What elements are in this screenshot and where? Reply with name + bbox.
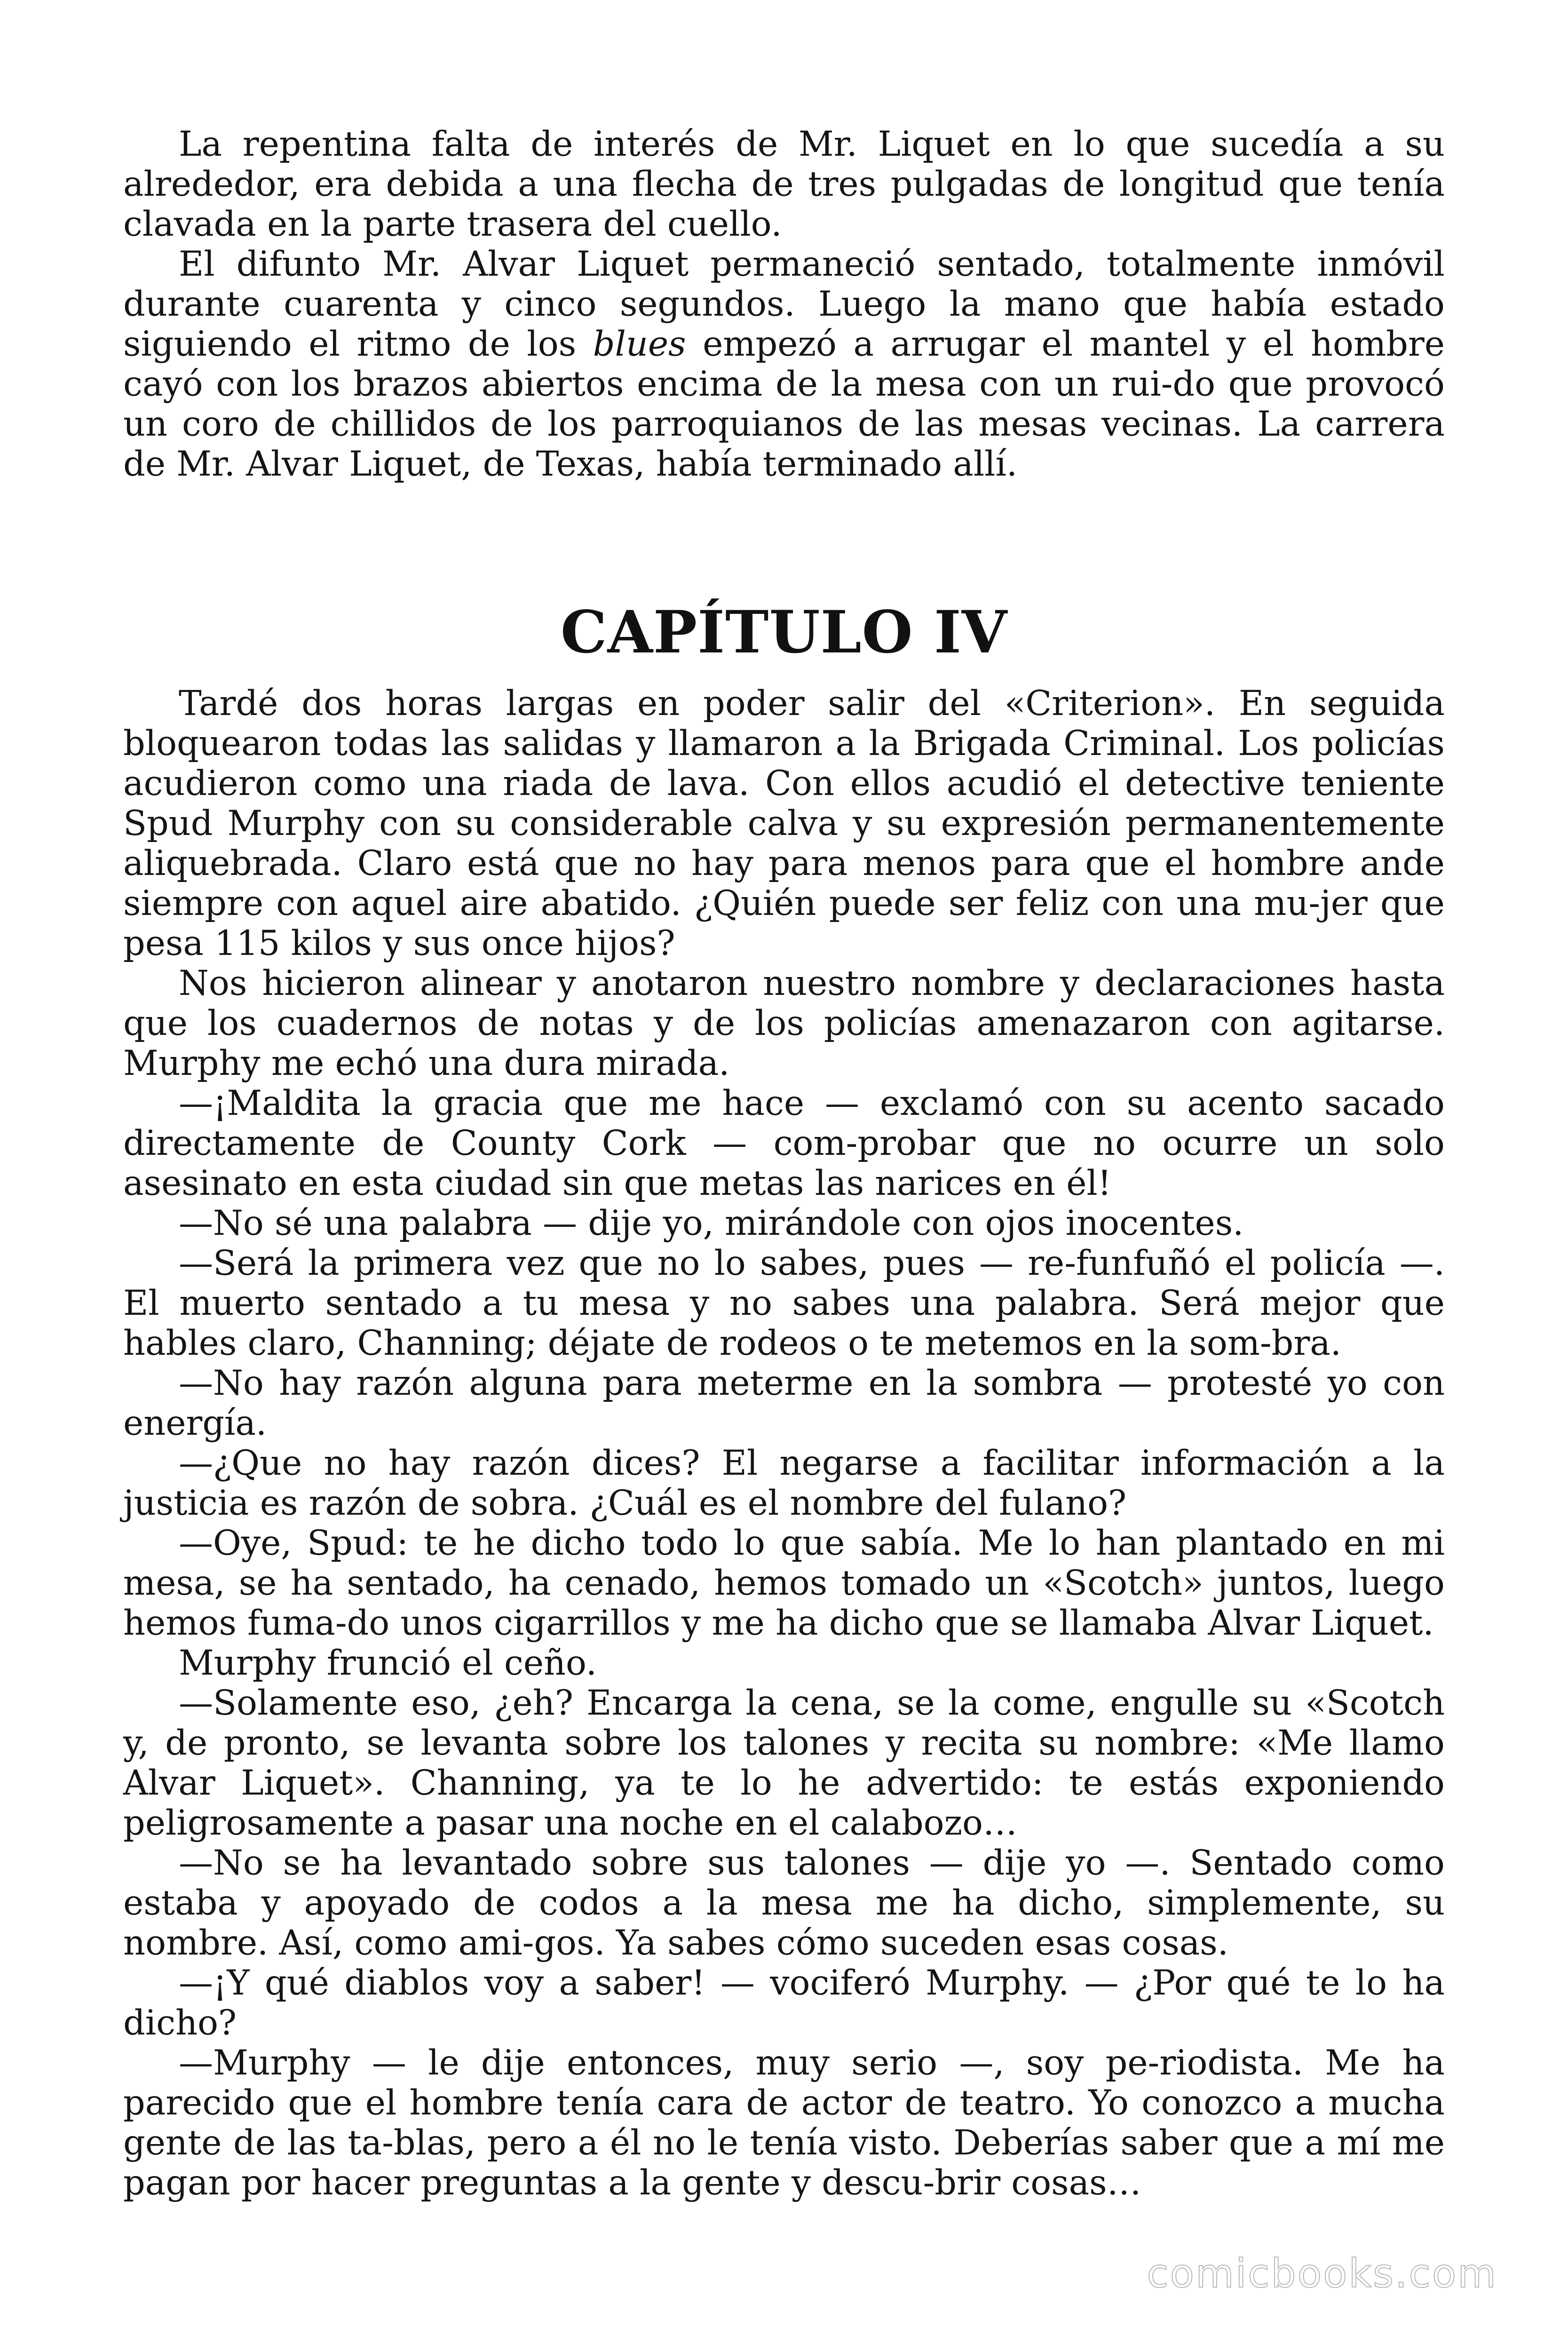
paragraph: Nos hicieron alinear y anotaron nuestro nombre y declaraciones hasta que los cuadernos de notas y de los policías amenazaron con agitarse. Murphy me echó una dura mirada. <box>123 963 1445 1083</box>
paragraph: —¿Que no hay razón dices? El negarse a facilitar información a la justicia es razón de sobra. ¿Cuál es el nombre del fulano? <box>123 1443 1445 1523</box>
paragraph: —Será la primera vez que no lo sabes, pues — re-funfuñó el policía —. El muerto sentado a tu mesa y no sabes una palabra. Será mejor que hables claro, Channing; déjate de rodeos o te metemos en la som-bra. <box>123 1243 1445 1363</box>
paragraph: —Murphy — le dije entonces, muy serio —, soy pe-riodista. Me ha parecido que el hombre tenía cara de actor de teatro. Yo conozco a mucha gente de las ta-blas, pero a él no le tenía visto. Deberías saber que a mí me pagan por hacer preguntas a la gente y descu-brir cosas… <box>123 2043 1445 2203</box>
paragraph-text: empezó a arrugar el mantel y el hombre cayó con los brazos abiertos encima de la mesa con un rui-do que provocó un coro de chillidos de los parroquianos de las mesas vecinas. La carrera de Mr. Alvar Liquet, de Texas, había terminado allí. <box>123 324 1445 484</box>
paragraph: —¡Maldita la gracia que me hace — exclamó con su acento sacado directamente de County Cork — com-probar que no ocurre un solo asesinato en esta ciudad sin que metas las narices en él! <box>123 1083 1445 1203</box>
paragraph: —No se ha levantado sobre sus talones — dije yo —. Sentado como estaba y apoyado de codos a la mesa me ha dicho, simplemente, su nombre. Así, como ami-gos. Ya sabes cómo suceden esas cosas. <box>123 1843 1445 1963</box>
paragraph: —Solamente eso, ¿eh? Encarga la cena, se la come, engulle su «Scotch y, de pronto, se levanta sobre los talones y recita su nombre: «Me llamo Alvar Liquet». Channing, ya te lo he advertido: te estás exponiendo peligrosamente a pasar una noche en el calabozo… <box>123 1683 1445 1843</box>
paragraph-text: El difunto Mr. Alvar Liquet permaneció sentado, totalmente inmóvil durante cuarenta y cinco segundos. Luego la mano que había estado siguiendo el ritmo de los <box>123 244 1445 364</box>
paragraph: —¡Y qué diablos voy a saber! — vociferó Murphy. — ¿Por qué te lo ha dicho? <box>123 1963 1445 2043</box>
emphasis-text: blues <box>593 324 686 364</box>
page-body <box>123 124 1445 2203</box>
paragraph: —No hay razón alguna para meterme en la sombra — protesté yo con energía. <box>123 1363 1445 1443</box>
paragraph: —No sé una palabra — dije yo, mirándole con ojos inocentes. <box>179 1203 1244 1243</box>
paragraph: —Oye, Spud: te he dicho todo lo que sabía. Me lo han plantado en mi mesa, se ha sentado, ha cenado, hemos tomado un «Scotch» juntos, luego hemos fuma-do unos cigarrillos y me ha dicho que se llamaba Alvar Liquet. <box>123 1523 1445 1643</box>
paragraph: La repentina falta de interés de Mr. Liquet en lo que sucedía a su alrededor, era debida a una flecha de tres pulgadas de longitud que tenía clavada en la parte trasera del cuello. <box>123 124 1445 244</box>
paragraph: Murphy frunció el ceño. <box>179 1643 597 1683</box>
paragraph: Tardé dos horas largas en poder salir del «Criterion». En seguida bloquearon todas las salidas y llamaron a la Brigada Criminal. Los policías acudieron como una riada de lava. Con ellos acudió el detective teniente Spud Murphy con su considerable calva y su expresión permanentemente aliquebrada. Claro está que no hay para menos para que el hombre ande siempre con aquel aire abatido. ¿Quién puede ser feliz con una mu-jer que pesa 115 kilos y sus once hijos? <box>123 683 1445 963</box>
watermark: comicbooks.com <box>1147 2250 1497 2296</box>
chapter-title: CAPÍTULO IV <box>560 598 1008 667</box>
paragraph <box>123 244 1445 484</box>
